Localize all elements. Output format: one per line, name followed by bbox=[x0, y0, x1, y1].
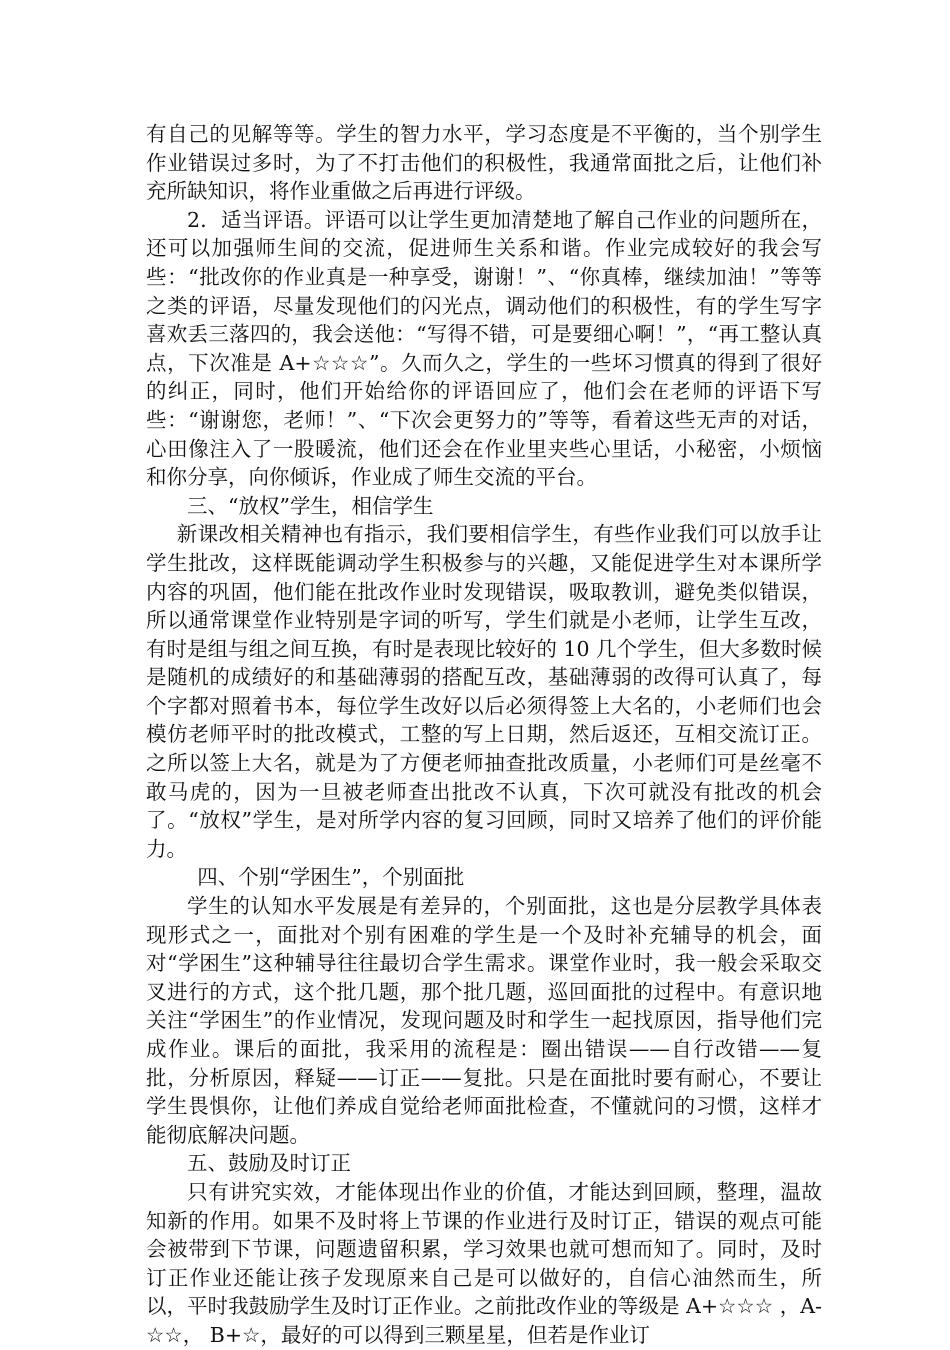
section-heading-empower-students: 三、“放权”学生，相信学生 bbox=[187, 493, 434, 518]
paragraph-timely-correction: 只有讲究实效，才能体现出作业的价值，才能达到回顾，整理，温故知新的作用。如果不及时将上节课的作业进行及时订正，错误的观点可能会被带到下节课，问题遗留积累，学习效果也就可想而知了。同时，及时订正作业还能让孩子发现原来自己是可以做好的，自信心油然而生，所以，平时我鼓励学生及时订正作业。之前批改作业的等级是 A+☆☆☆ ，A-☆☆， B+☆，最好的可以得到三颗星星，但若是作业订 bbox=[146, 1179, 822, 1347]
paragraph-appropriate-comments: 2．适当评语。评语可以让学生更加清楚地了解自己作业的问题所在，还可以加强师生间的交流，促进师生关系和谐。作业完成较好的我会写些：“批改你的作业真是一种享受，谢谢！”、“你真棒，继续加油！”等等之类的评语，尽量发现他们的闪光点，调动他们的积极性，有的学生写字喜欢丢三落四的，我会送他：“写得不错，可是要细心啊！”，“再工整认真点，下次准是 A+☆☆☆”。久而久之，学生的一些坏习惯真的得到了很好的纠正，同时，他们开始给你的评语回应了，他们会在老师的评语下写些：“谢谢您，老师！”、“下次会更努力的”等等，看着这些无声的对话，心田像注入了一股暖流，他们还会在作业里夹些心里话，小秘密，小烦恼和你分享，向你倾诉，作业成了师生交流的平台。 bbox=[146, 207, 822, 490]
paragraph-individual-review: 学生的认知水平发展是有差异的，个别面批，这也是分层教学具体表现形式之一，面批对个别有困难的学生是一个及时补充辅导的机会，面对“学困生”这种辅导往往最切合学生需求。课堂作业时，我一般会采取交叉进行的方式，这个批几题，那个批几题，巡回面批的过程中。有意识地关注“学困生”的作业情况，发现问题及时和学生一起找原因，指导他们完成作业。课后的面批，我采用的流程是：圈出错误——自行改错——复批，分析原因，释疑——订正——复批。只是在面批时要有耐心，不要让学生畏惧你，让他们养成自觉给老师面批检查，不懂就问的习惯，这样才能彻底解决问题。 bbox=[146, 894, 822, 1147]
section-heading-individual-review: 四、个别“学困生”，个别面批 bbox=[197, 865, 465, 890]
section-heading-timely-correction: 五、鼓励及时订正 bbox=[187, 1151, 351, 1176]
document-body bbox=[146, 120, 822, 1350]
paragraph-empower-students: 新课改相关精神也有指示，我们要相信学生，有些作业我们可以放手让学生批改，这样既能调动学生积极参与的兴趣，又能促进学生对本课所学内容的巩固，他们能在批改作业时发现错误，吸取教训，避免类似错误，所以通常课堂作业特别是字词的听写，学生们就是小老师，让学生互改，有时是组与组之间互换，有时是表现比较好的 10 几个学生，但大多数时候是随机的成绩好的和基础薄弱的搭配互改，基础薄弱的改得可认真了，每个字都对照着书本，每位学生改好以后必须得签上大名的，小老师们也会模仿老师平时的批改模式，工整的写上日期，然后返还，互相交流订正。之所以签上大名，就是为了方便老师抽查批改质量，小老师们可是丝毫不敢马虎的，因为一旦被老师查出批改不认真，下次可就没有批改的机会了。“放权”学生，是对所学内容的复习回顾，同时又培养了他们的评价能力。 bbox=[146, 522, 822, 861]
paragraph-continuation: 有自己的见解等等。学生的智力水平，学习态度是不平衡的，当个别学生作业错误过多时，为了不打击他们的积极性，我通常面批之后，让他们补充所缺知识，将作业重做之后再进行评级。 bbox=[146, 122, 822, 204]
